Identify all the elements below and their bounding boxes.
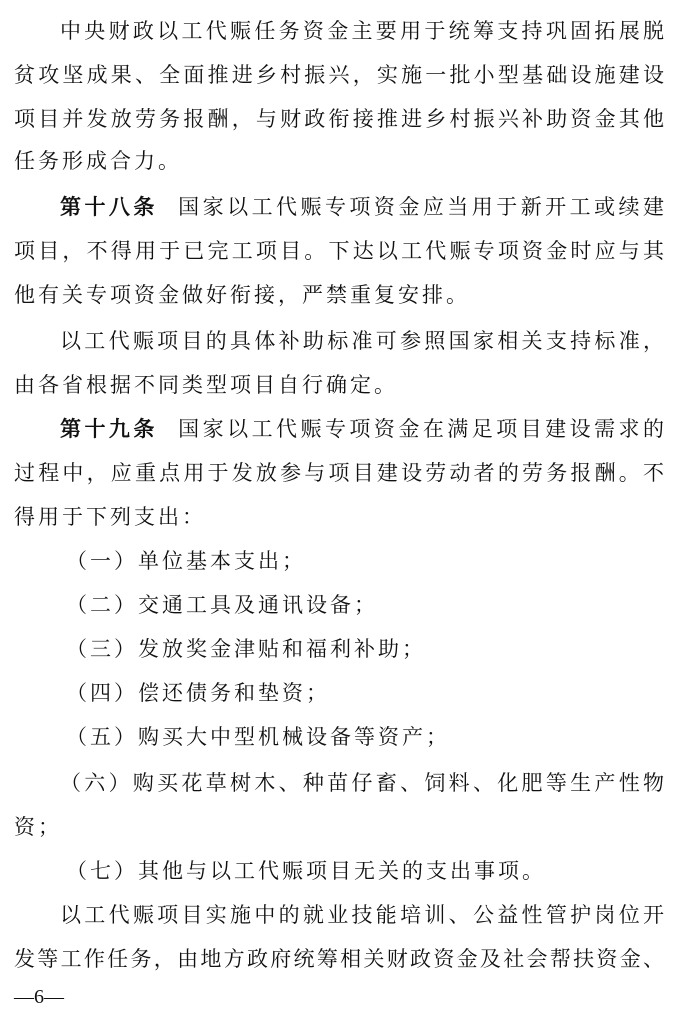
paragraph-line: 以工代赈项目的具体补助标准可参照国家相关支持标准， (60, 329, 664, 353)
paragraph-line: 项目，不得用于已完工项目。下达以工代赈专项资金时应与其 (14, 239, 664, 263)
paragraph-line: 项目并发放劳务报酬，与财政衔接推进乡村振兴补助资金其他 (14, 107, 664, 131)
list-item: （五）购买大中型机械设备等资产； (66, 725, 450, 749)
paragraph-line: 发等工作任务，由地方政府统筹相关财政资金及社会帮扶资金、 (14, 947, 664, 971)
article-18-heading: 第十八条 (60, 194, 158, 219)
article-18-line (60, 192, 664, 222)
paragraph-line: 任务形成合力。 (14, 149, 182, 173)
list-item: （三）发放奖金津贴和福利补助； (66, 637, 426, 661)
article-19-heading: 第十九条 (60, 416, 158, 441)
paragraph-line: 以工代赈项目实施中的就业技能培训、公益性管护岗位开 (60, 903, 664, 927)
paragraph-line: 由各省根据不同类型项目自行确定。 (14, 373, 398, 397)
article-19-line (60, 414, 664, 444)
list-item: （一）单位基本支出； (66, 549, 306, 573)
paragraph-line: 贫攻坚成果、全面推进乡村振兴，实施一批小型基础设施建设 (14, 63, 664, 87)
list-item: （二）交通工具及通讯设备； (66, 593, 378, 617)
article-19-text: 国家以工代赈专项资金在满足项目建设需求的 (178, 417, 665, 441)
list-item-continuation: 资； (14, 815, 62, 839)
paragraph-line: 过程中，应重点用于发放参与项目建设劳动者的劳务报酬。不 (14, 461, 664, 485)
paragraph-line: 得用于下列支出： (14, 505, 206, 529)
list-item: （六）购买花草树木、种苗仔畜、饲料、化肥等生产性物 (60, 771, 664, 795)
list-item: （四）偿还债务和垫资； (66, 681, 330, 705)
paragraph-line: 他有关专项资金做好衔接，严禁重复安排。 (14, 283, 470, 307)
page-number: —6— (14, 986, 64, 1008)
article-18-text: 国家以工代赈专项资金应当用于新开工或续建 (178, 195, 665, 219)
paragraph-line: 中央财政以工代赈任务资金主要用于统筹支持巩固拓展脱 (60, 19, 664, 43)
list-item: （七）其他与以工代赈项目无关的支出事项。 (66, 859, 546, 883)
